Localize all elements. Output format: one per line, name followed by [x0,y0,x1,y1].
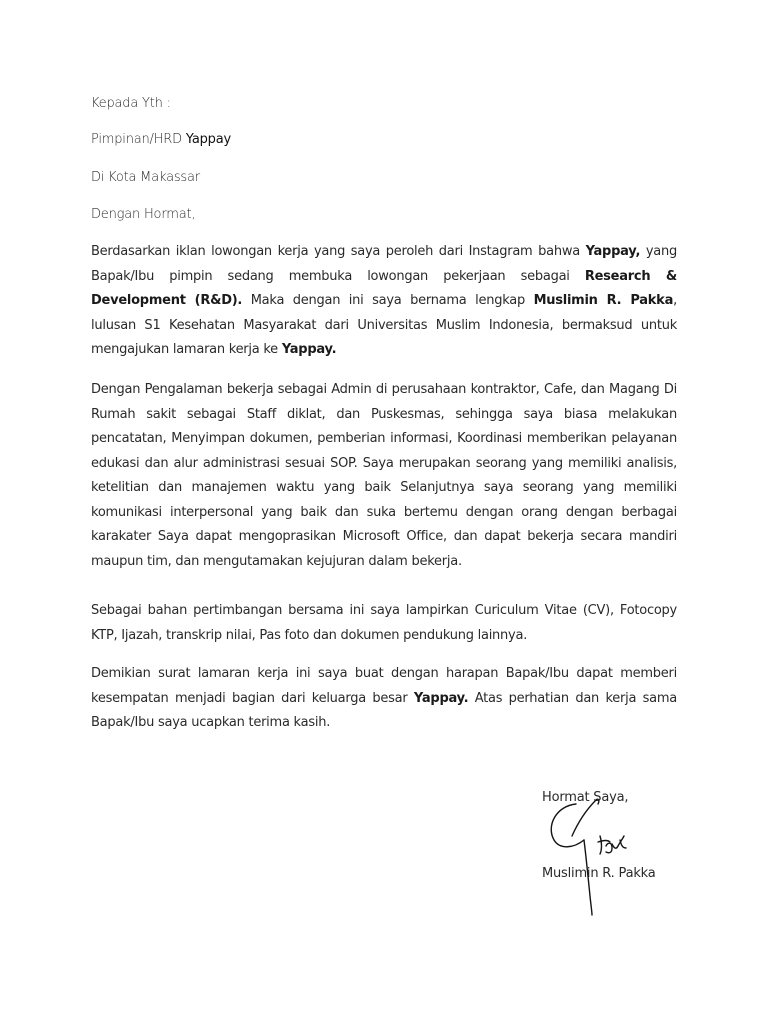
salutation-to: Kepada Yth : [91,96,171,111]
paragraph-closing [91,662,677,736]
location-line: Di Kota Makassar [91,170,200,185]
p1-company-end: Yappay. [281,342,337,357]
paragraph-intro [91,240,677,363]
p1-applicant-name: Muslimin R. Pakka [533,293,674,308]
closing-phrase: Hormat Saya, [542,790,629,805]
recipient-company: Yappay [185,132,231,147]
p4-company: Yappay. [413,690,469,706]
paragraph-experience: Dengan Pengalaman bekerja sebagai Admin di perusahaan kontraktor, Cafe, dan Magang Di Rumah sakit sebagai Staff diklat, dan Puskesmas, sehingga saya biasa melakukan pencatatan, Menyimpan dokumen, pemberian informasi, Koordinasi memberikan pelayanan edukasi dan alur administrasi sesuai SOP. Saya merupakan seorang yang memiliki analisis, ketelitian dan manajemen waktu yang baik Selanjutnya saya seorang yang memiliki komunikasi interpersonal yang baik dan suka bertemu dengan orang dengan berbagai karakater Saya dapat mengoprasikan Microsoft Office, dan dapat bekerja secara mandiri maupun tim, dan mengutamakan kejujuran dalam bekerja. [91,382,677,569]
greeting: Dengan Hormat, [91,207,196,222]
p4-text-2: Atas perhatian dan kerja sama Bapak/Ibu saya ucapkan terima kasih. [91,690,677,730]
p1-text-2: yang Bapak/Ibu pimpin sedang membuka lowongan pekerjaan sebagai [91,244,677,284]
p4-text-1: Demikian surat lamaran kerja ini saya buat dengan harapan Bapak/Ibu dapat memberi kesempatan menjadi bagian dari keluarga besar [91,666,677,706]
p1-text-1: Berdasarkan iklan lowongan kerja yang saya peroleh dari Instagram bahwa [91,244,586,259]
p1-text-4: , lulusan S1 Kesehatan Masyarakat dari Universitas Muslim Indonesia, bermaksud untuk mengajukan lamaran kerja ke [91,293,677,357]
recipient-line [91,132,231,148]
handwritten-signature [540,796,630,916]
p1-text-3: Maka dengan ini saya bernama lengkap [242,293,534,308]
p1-company: Yappay, [585,244,641,259]
p1-position: Research & Development (R&D). [91,268,677,308]
recipient-prefix: Pimpinan/HRD [91,132,186,147]
paragraph-attachments: Sebagai bahan pertimbangan bersama ini saya lampirkan Curiculum Vitae (CV), Fotocopy KTP, Ijazah, transkrip nilai, Pas foto dan dokumen pendukung lainnya. [91,603,677,643]
signer-name: Muslimin R. Pakka [542,866,656,881]
